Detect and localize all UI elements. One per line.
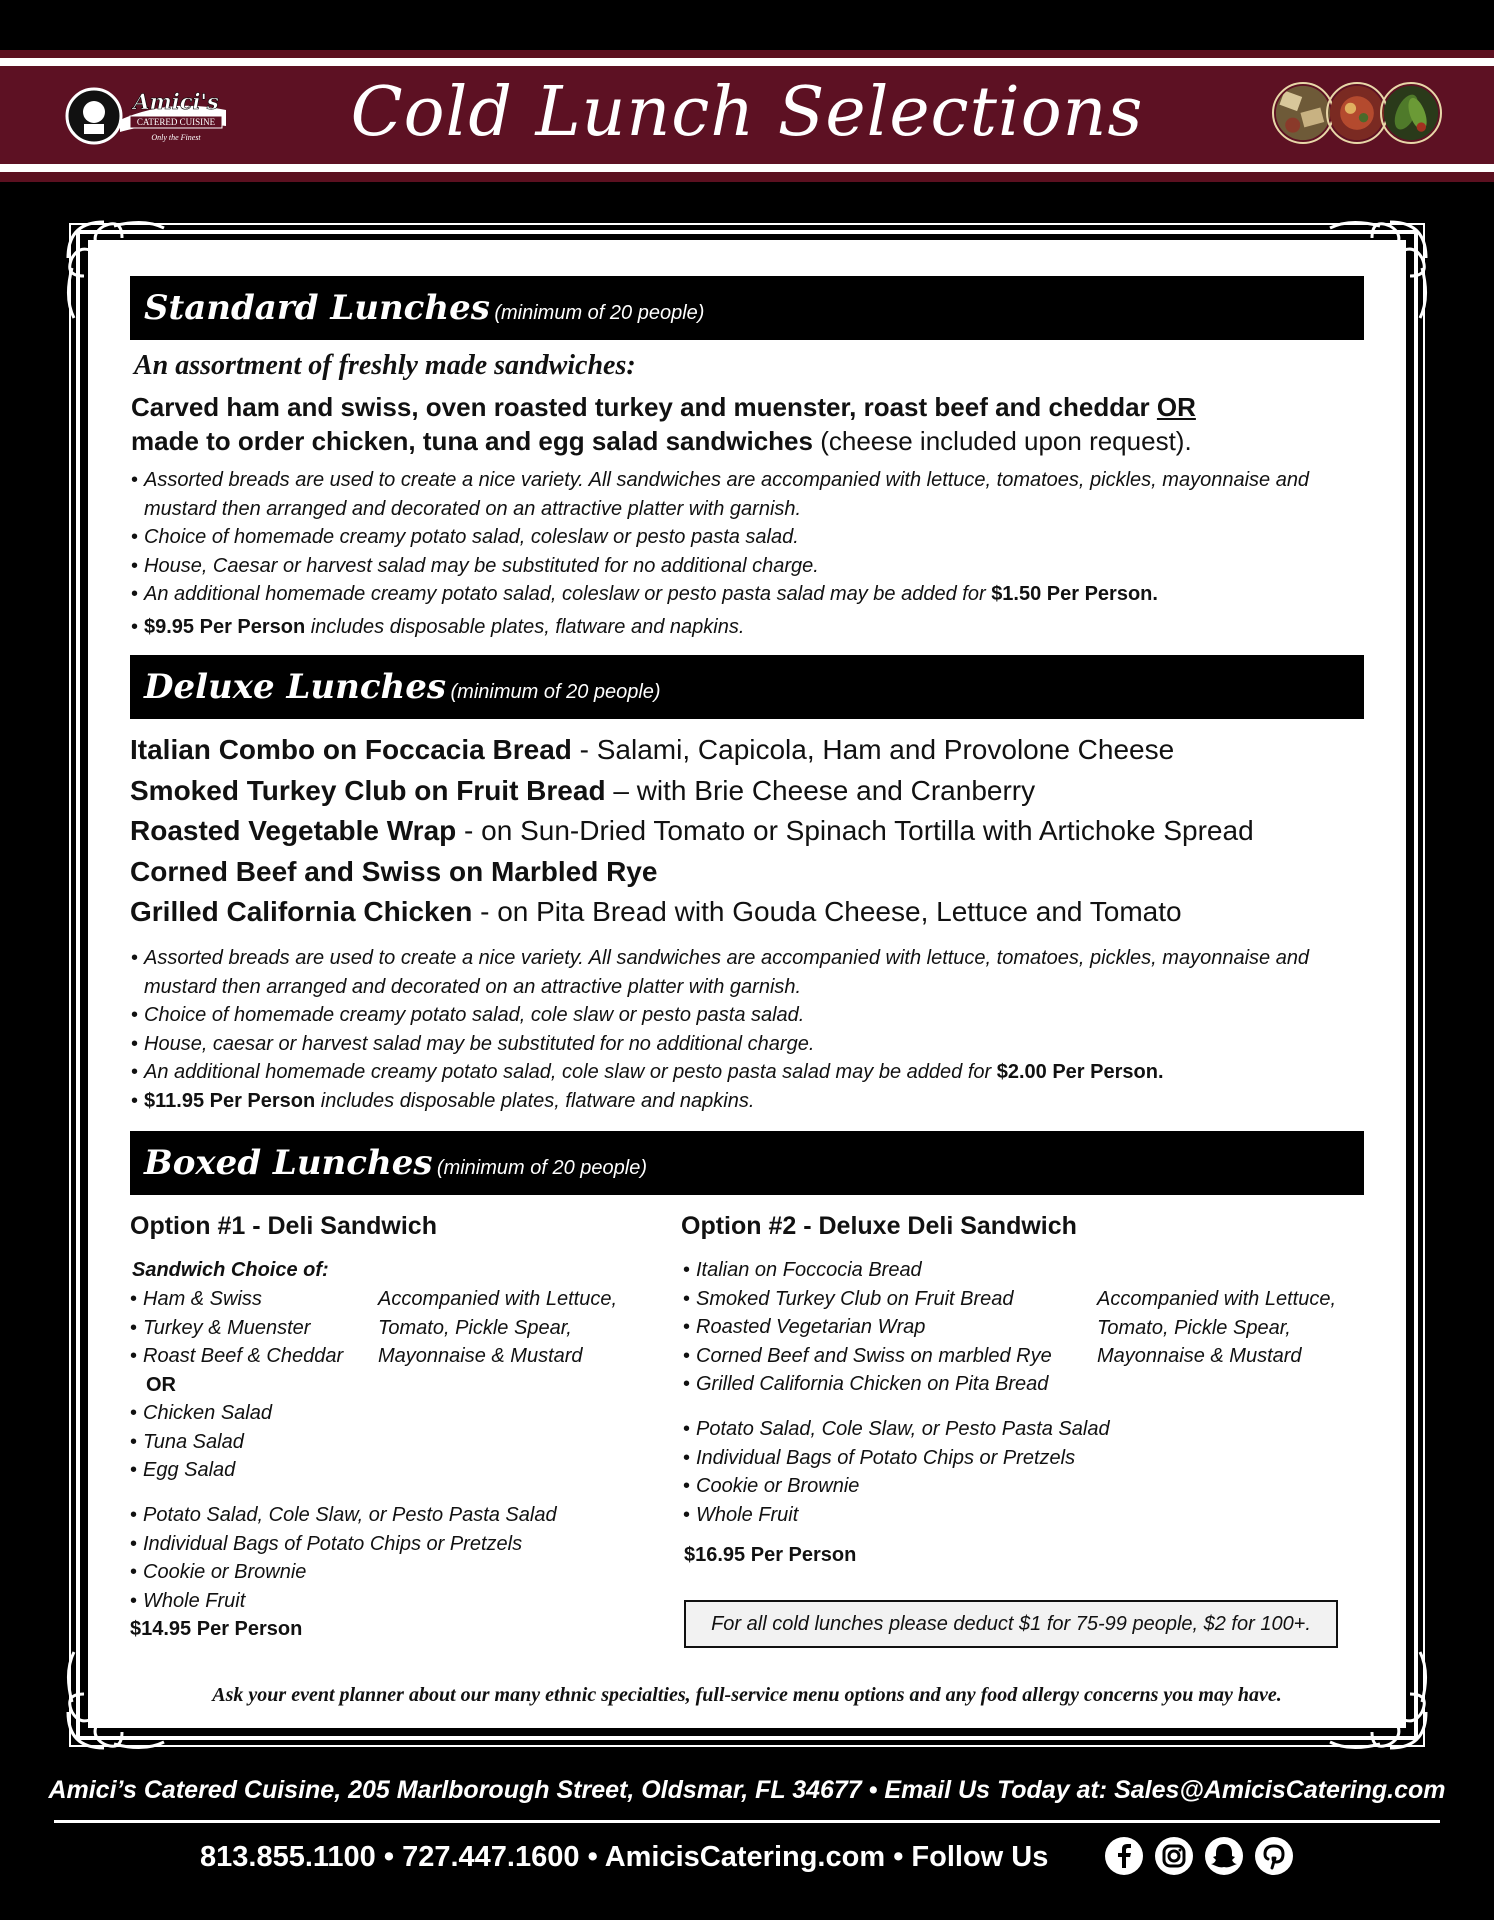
header-band-top-line xyxy=(0,50,1494,58)
list-item: • Cookie or Brownie xyxy=(130,1558,650,1587)
accompaniment-line: Tomato, Pickle Spear, xyxy=(1097,1316,1291,1339)
list-item: • Whole Fruit xyxy=(130,1587,650,1616)
instagram-icon[interactable] xyxy=(1154,1836,1194,1876)
list-item: • Whole Fruit xyxy=(683,1501,1203,1530)
standard-main-c: (cheese included upon request). xyxy=(820,426,1192,456)
list-item: • Tuna Salad xyxy=(130,1428,370,1457)
list-item: • Choice of homemade creamy potato salad, coleslaw or pesto pasta salad. xyxy=(131,523,1371,552)
list-item: • Chicken Salad xyxy=(130,1399,370,1428)
accompaniment-line: Mayonnaise & Mustard xyxy=(1097,1345,1302,1367)
option2-sandwiches xyxy=(683,1256,1103,1399)
deluxe-items xyxy=(130,730,1370,933)
list-item: • Smoked Turkey Club on Fruit Bread xyxy=(683,1285,1103,1314)
list-item: • Assorted breads are used to create a nice variety. All sandwiches are accompanied with lettuce, tomatoes, pickles, mayonnaise and mustard then arranged and decorated on an attractive platter with garnish. xyxy=(131,466,1371,523)
option1-or: OR xyxy=(146,1374,176,1396)
event-planner-note: Ask your event planner about our many ethnic specialties, full-service menu options and any food allergy concerns you may have. xyxy=(212,1684,1282,1706)
deluxe-item-name: Roasted Vegetable Wrap xyxy=(130,815,457,846)
page-title: Cold Lunch Selections xyxy=(350,73,1144,152)
section-minimum: (minimum of 20 people) xyxy=(494,302,705,324)
deluxe-item-name: Smoked Turkey Club on Fruit Bread xyxy=(130,774,606,806)
standard-description xyxy=(131,390,1371,458)
list-item: • Roast Beef & Cheddar xyxy=(130,1342,370,1371)
follow-us-label: Follow Us xyxy=(911,1841,1049,1873)
footer-phone-line xyxy=(200,1832,1048,1882)
list-item: • Egg Salad xyxy=(130,1456,370,1485)
list-item: • Grilled California Chicken on Pita Bread xyxy=(683,1370,1103,1399)
phone-1[interactable]: 813.855.1100 xyxy=(200,1841,376,1873)
option1-sandwiches xyxy=(130,1285,370,1371)
standard-lunches-header xyxy=(130,276,1364,340)
list-item: • Choice of homemade creamy potato salad, cole slaw or pesto pasta salad. xyxy=(131,1001,1371,1030)
option1-accompaniment xyxy=(378,1285,617,1371)
snapchat-icon[interactable] xyxy=(1204,1836,1244,1876)
list-item: • Assorted breads are used to create a nice variety. All sandwiches are accompanied with lettuce, tomatoes, pickles, mayonnaise and mustard then arranged and decorated on an attractive platter with garnish. xyxy=(131,944,1371,1001)
header-band-stripe xyxy=(0,58,1494,66)
deluxe-lunches-header xyxy=(130,655,1364,719)
list-item: • House, Caesar or harvest salad may be substituted for no additional charge. xyxy=(131,552,1371,581)
price-note: includes disposable plates, flatware and napkins. xyxy=(310,615,745,638)
section-minimum: (minimum of 20 people) xyxy=(436,1157,648,1179)
option2-heading: Option #2 - Deluxe Deli Sandwich xyxy=(681,1212,1077,1240)
accompaniment-line: Accompanied with Lettuce, xyxy=(1097,1288,1337,1310)
deluxe-bullets xyxy=(131,944,1371,1115)
footer-contact-line xyxy=(0,1776,1494,1805)
addon-price: $1.50 Per Person. xyxy=(991,583,1158,605)
food-photo-platter-icon xyxy=(1272,82,1334,144)
standard-lead: An assortment of freshly made sandwiches: xyxy=(134,350,636,381)
standard-bullets xyxy=(131,466,1371,641)
facebook-icon[interactable] xyxy=(1104,1836,1144,1876)
list-item xyxy=(131,613,1371,642)
discount-note: For all cold lunches please deduct $1 for 75-99 people, $2 for 100+. xyxy=(684,1600,1338,1648)
logo-tagline: CATERED CUISINE xyxy=(136,117,216,127)
list-item: • Roasted Vegetarian Wrap xyxy=(683,1313,1103,1342)
list-item xyxy=(131,580,1371,609)
deluxe-item-name: Grilled California Chicken xyxy=(130,896,473,927)
deluxe-item xyxy=(130,852,1370,893)
standard-main-b: made to order chicken, tuna and egg salad sandwiches xyxy=(131,426,813,456)
option1-sides xyxy=(130,1501,650,1615)
price-note: includes disposable plates, flatware and napkins. xyxy=(320,1089,755,1112)
section-title: Standard Lunches xyxy=(144,288,490,328)
list-item: • House, caesar or harvest salad may be substituted for no additional charge. xyxy=(131,1030,1371,1059)
option2-price: $16.95 Per Person xyxy=(684,1544,857,1566)
header-band-stripe xyxy=(0,164,1494,172)
list-item: • Turkey & Muenster xyxy=(130,1314,370,1343)
option2-sides xyxy=(683,1415,1203,1529)
standard-main-or: OR xyxy=(1156,392,1196,422)
option1-heading: Option #1 - Deli Sandwich xyxy=(130,1212,437,1240)
deluxe-item xyxy=(130,730,1370,771)
option1-choice-label: Sandwich Choice of: xyxy=(132,1259,329,1281)
list-item xyxy=(131,1087,1371,1116)
list-item: • Individual Bags of Potato Chips or Pretzels xyxy=(683,1444,1203,1473)
deluxe-price: $11.95 Per Person xyxy=(144,1089,316,1112)
accompaniment-line: Accompanied with Lettuce, xyxy=(378,1288,618,1310)
option1-price: $14.95 Per Person xyxy=(130,1618,303,1640)
pinterest-icon[interactable] xyxy=(1254,1836,1294,1876)
list-item: • Individual Bags of Potato Chips or Pretzels xyxy=(130,1530,650,1559)
addon-text: An additional homemade creamy potato salad, coleslaw or pesto pasta salad may be added for xyxy=(144,583,986,605)
deluxe-item-desc: - on Pita Bread with Gouda Cheese, Lettuce and Tomato xyxy=(472,896,1182,927)
list-item: • Cookie or Brownie xyxy=(683,1472,1203,1501)
standard-main-a: Carved ham and swiss, oven roasted turkey and muenster, roast beef and cheddar xyxy=(131,392,1150,422)
logo-brand: Amici's xyxy=(133,89,219,114)
header-photos xyxy=(1272,82,1442,148)
footer-separator: • xyxy=(383,1841,395,1873)
standard-price: $9.95 Per Person xyxy=(144,615,306,638)
section-minimum: (minimum of 20 people) xyxy=(450,681,661,703)
footer-address: Amici’s Catered Cuisine, 205 Marlborough Street, Oldsmar, FL 34677 xyxy=(48,1776,862,1804)
option2-accompaniment xyxy=(1097,1285,1336,1371)
boxed-lunches-header xyxy=(130,1131,1364,1195)
deluxe-item-desc: - on Sun-Dried Tomato or Spinach Tortilla with Artichoke Spread xyxy=(456,815,1254,846)
addon-price: $2.00 Per Person. xyxy=(996,1061,1164,1083)
accompaniment-line: Tomato, Pickle Spear, xyxy=(378,1316,572,1339)
footer-divider xyxy=(54,1820,1440,1823)
addon-text: An additional homemade creamy potato salad, cole slaw or pesto pasta salad may be added for xyxy=(144,1061,992,1083)
deluxe-item-desc: – with Brie Cheese and Cranberry xyxy=(605,774,1036,806)
header-band-bottom-line xyxy=(0,172,1494,182)
list-item xyxy=(131,1058,1371,1087)
footer-email[interactable]: Email Us Today at: Sales@AmicisCatering.com xyxy=(884,1776,1446,1804)
deluxe-item xyxy=(130,771,1370,812)
deluxe-item-name: Italian Combo on Foccacia Bread xyxy=(130,734,572,765)
phone-2[interactable]: 727.447.1600 xyxy=(402,1841,580,1873)
website-link[interactable]: AmicisCatering.com xyxy=(604,1841,886,1873)
deluxe-item-desc: - Salami, Capicola, Ham and Provolone Cheese xyxy=(571,734,1175,765)
food-photo-greens-icon xyxy=(1380,82,1442,144)
food-photo-dish-icon xyxy=(1326,82,1388,144)
list-item: • Ham & Swiss xyxy=(130,1285,370,1314)
footer-separator: • xyxy=(587,1841,598,1873)
accompaniment-line: Mayonnaise & Mustard xyxy=(378,1345,583,1367)
list-item: • Potato Salad, Cole Slaw, or Pesto Pasta Salad xyxy=(683,1415,1203,1444)
list-item: • Italian on Foccocia Bread xyxy=(683,1256,1103,1285)
footer-separator: • xyxy=(893,1841,904,1873)
section-title: Boxed Lunches xyxy=(144,1143,433,1183)
deluxe-item xyxy=(130,892,1370,933)
deluxe-item-name: Corned Beef and Swiss on Marbled Rye xyxy=(130,855,658,887)
section-title: Deluxe Lunches xyxy=(144,667,447,707)
list-item: • Potato Salad, Cole Slaw, or Pesto Pasta Salad xyxy=(130,1501,650,1530)
option1-salads xyxy=(130,1399,370,1485)
deluxe-item xyxy=(130,811,1370,852)
list-item: • Corned Beef and Swiss on marbled Rye xyxy=(683,1342,1103,1371)
logo-slogan: Only the Finest xyxy=(151,133,201,142)
footer-separator: • xyxy=(868,1776,878,1804)
